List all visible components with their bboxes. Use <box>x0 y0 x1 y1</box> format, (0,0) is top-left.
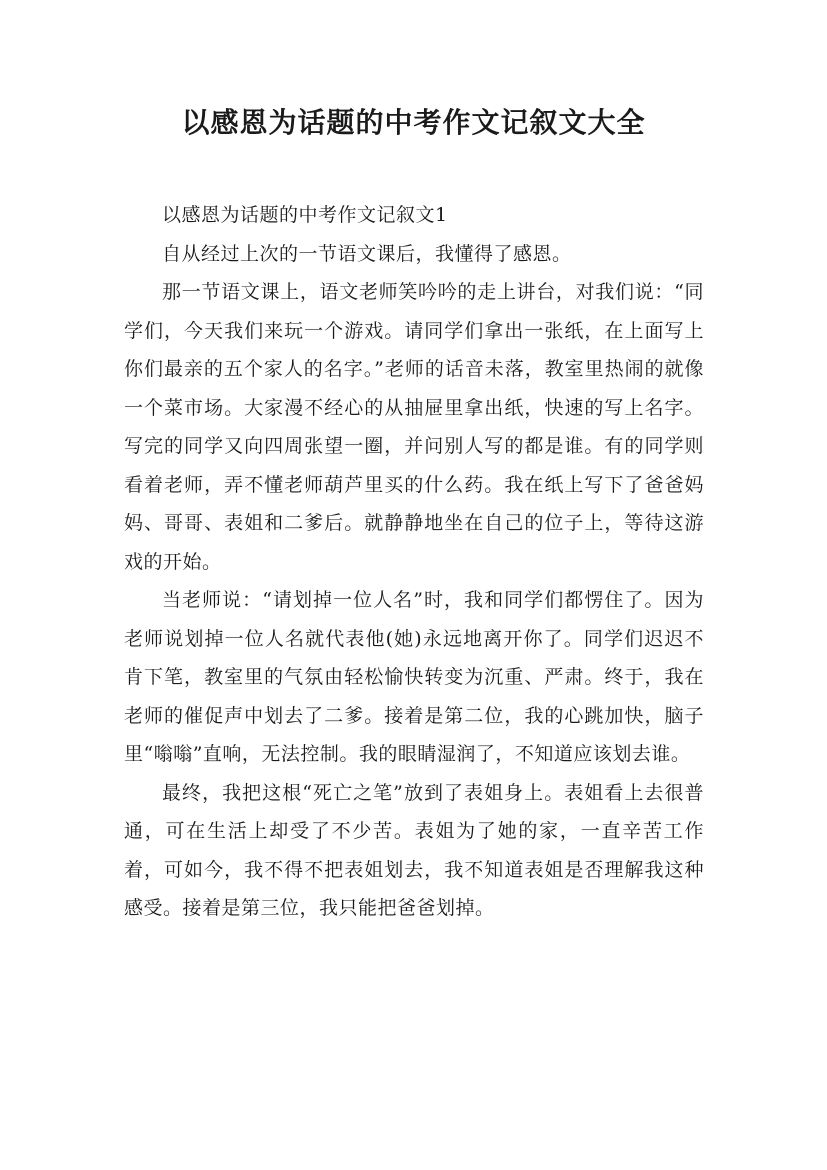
document-title: 以感恩为话题的中考作文记叙文大全 <box>181 106 646 139</box>
paragraph: 自从经过上次的一节语文课后，我懂得了感恩。 <box>162 242 572 265</box>
essay-subtitle: 以感恩为话题的中考作文记叙文1 <box>162 204 448 226</box>
document-body <box>124 196 704 928</box>
paragraph: 那一节语文课上，语文老师笑吟吟的走上讲台，对我们说：“同学们，今天我们来玩一个游戏。请同学们拿出一张纸，在上面写上你们最亲的五个家人的名字。”老师的话音未落，教室里热闹的就像一个菜市场。大家漫不经心的从抽屉里拿出纸，快速的写上名字。写完的同学又向四周张望一圈，并问别人写的都是谁。有的同学则看着老师，弄不懂老师葫芦里买的什么药。我在纸上写下了爸爸妈妈、哥哥、表姐和二爹后。就静静地坐在自己的位子上，等待这游戏的开始。 <box>124 281 704 573</box>
paragraph: 当老师说：“请划掉一位人名”时，我和同学们都愣住了。因为老师说划掉一位人名就代表他(她)永远地离开你了。同学们迟迟不肯下笔，教室里的气氛由轻松愉快转变为沉重、严肃。终于，我在老师的催促声中划去了二爹。接着是第二位，我的心跳加快，脑子里“嗡嗡”直响，无法控制。我的眼睛湿润了，不知道应该划去谁。 <box>124 589 704 765</box>
paragraph: 最终，我把这根“死亡之笔”放到了表姐身上。表姐看上去很普通，可在生活上却受了不少苦。表姐为了她的家，一直辛苦工作着，可如今，我不得不把表姐划去，我不知道表姐是否理解我这种感受。接着是第三位，我只能把爸爸划掉。 <box>124 781 704 919</box>
